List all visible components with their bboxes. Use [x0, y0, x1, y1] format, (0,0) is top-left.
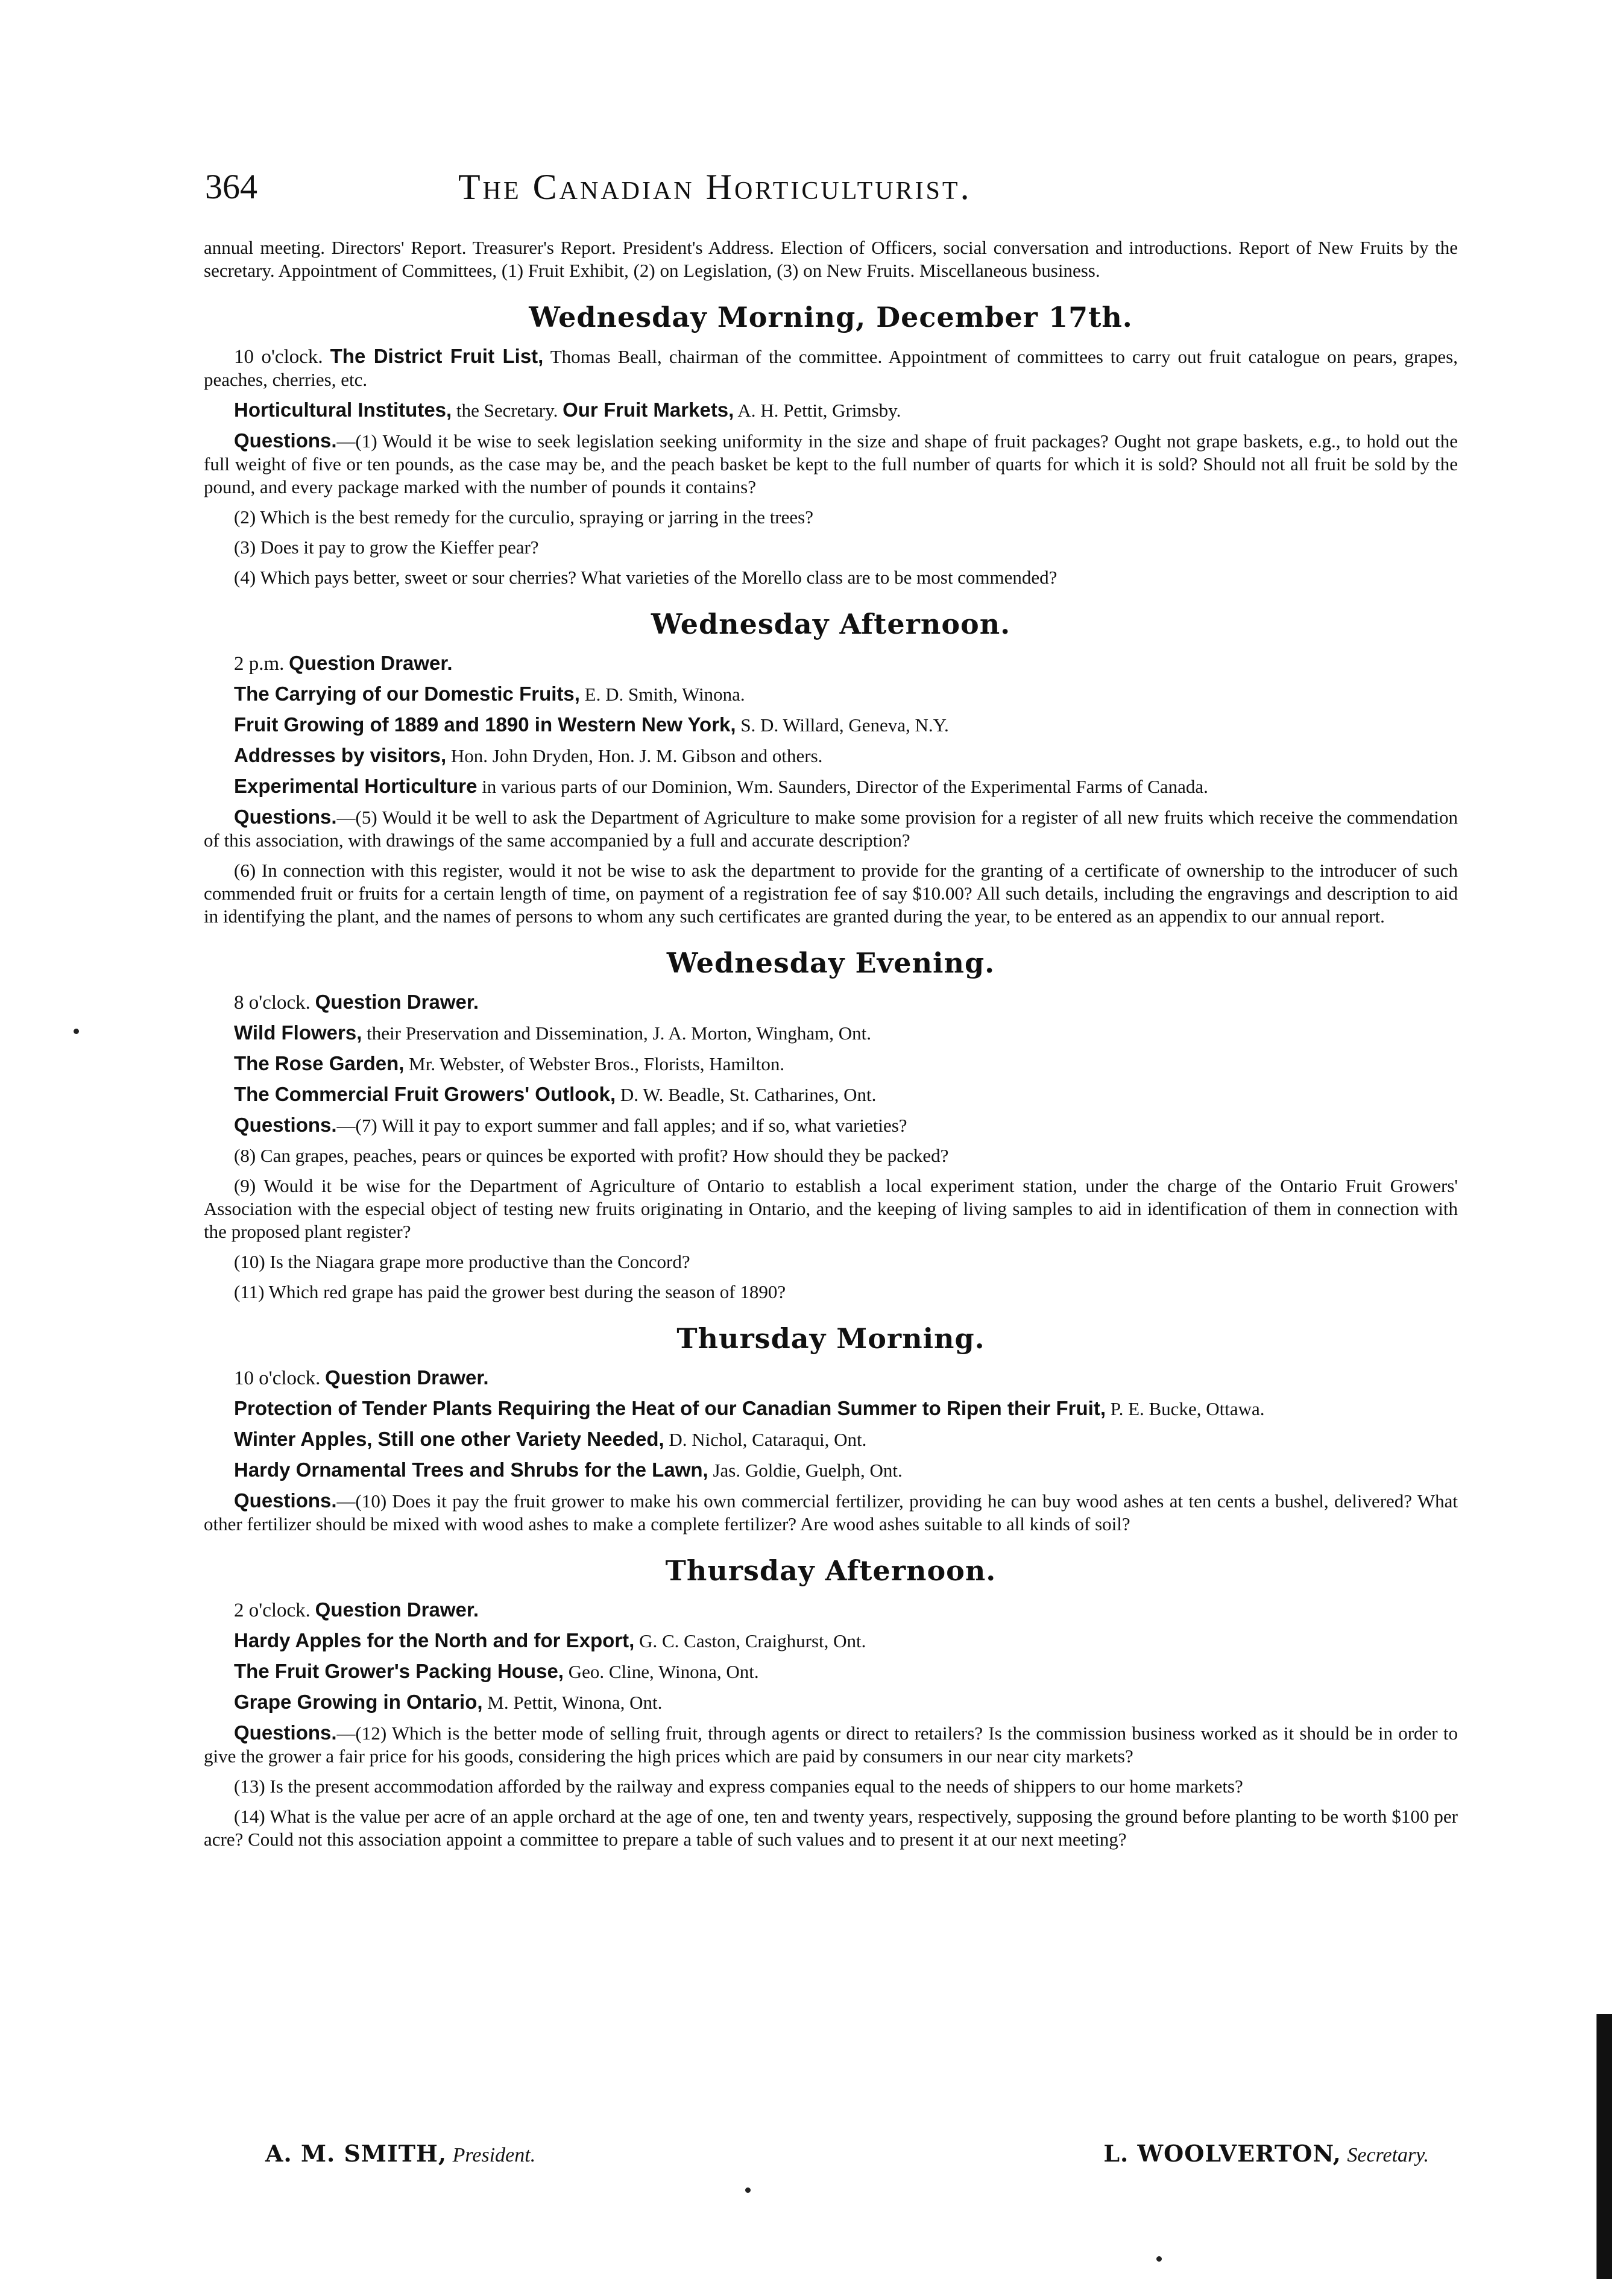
item-text: Thomas Beall, chairman of the committee. Appointment of committees to carry out fruit catalogue on pears, grapes, peaches, cherries, etc. — [204, 346, 1458, 390]
program-item — [204, 1598, 1458, 1622]
item-text: Mr. Webster, of Webster Bros., Florists, Hamilton. — [404, 1053, 785, 1074]
item-text: Hon. John Dryden, Hon. J. M. Gibson and others. — [446, 745, 823, 766]
scan-speck — [74, 1029, 79, 1034]
program-item — [204, 806, 1458, 852]
item-title: Protection of Tender Plants Requiring the Heat of our Canadian Summer to Ripen their Fruit, — [234, 1397, 1106, 1419]
president-name: A. M. SMITH, — [265, 2140, 447, 2167]
program-item — [204, 1366, 1458, 1390]
item-text: D. W. Beadle, St. Catharines, Ont. — [616, 1084, 877, 1105]
page-number: 364 — [205, 167, 257, 206]
program-item — [204, 652, 1458, 675]
item-title: Questions. — [234, 1114, 337, 1136]
item-title: Questions. — [234, 1721, 337, 1744]
item-title: Question Drawer. — [315, 991, 479, 1013]
program-item — [204, 1397, 1458, 1421]
program-item — [204, 345, 1458, 391]
item-title: Fruit Growing of 1889 and 1890 in Western New York, — [234, 713, 736, 736]
time-lead: 2 p.m. — [234, 653, 285, 675]
program-item — [204, 1114, 1458, 1137]
item-title: The Rose Garden, — [234, 1052, 405, 1074]
item-text: (2) Which is the best remedy for the curculio, spraying or jarring in the trees? — [234, 506, 813, 528]
item-text: A. H. Pettit, Grimsby. — [734, 400, 901, 421]
item-text: (3) Does it pay to grow the Kieffer pear? — [234, 537, 539, 558]
program-item — [204, 506, 1458, 529]
program-item — [204, 429, 1458, 499]
item-title: The District Fruit List, — [330, 345, 544, 367]
program-item — [204, 1459, 1458, 1482]
item-text: (13) Is the present accommodation afforded by the railway and express companies equal to the needs of shippers to our home markets? — [234, 1776, 1243, 1797]
program-item — [204, 1281, 1458, 1304]
item-text: Jas. Goldie, Guelph, Ont. — [708, 1460, 903, 1481]
program-item — [204, 683, 1458, 706]
item-title: Questions. — [234, 806, 337, 828]
running-head: The Canadian Horticulturist. — [458, 167, 972, 207]
item-title: The Carrying of our Domestic Fruits, — [234, 683, 580, 705]
item-text: D. Nichol, Cataraqui, Ont. — [664, 1429, 867, 1450]
item-title: Addresses by visitors, — [234, 744, 447, 766]
section-heading: Wednesday Afternoon. — [651, 608, 1011, 640]
item-text: P. E. Bucke, Ottawa. — [1106, 1398, 1265, 1419]
section-heading: Wednesday Morning, December 17th. — [529, 301, 1133, 333]
item-title: The Fruit Grower's Packing House, — [234, 1660, 564, 1682]
program-item — [204, 1052, 1458, 1076]
item-title: Questions. — [234, 1489, 337, 1512]
program-item — [204, 775, 1458, 798]
program-item — [204, 1021, 1458, 1045]
signature-president — [265, 2136, 535, 2174]
item-text: E. D. Smith, Winona. — [579, 684, 745, 705]
item-text: (11) Which red grape has paid the grower best during the season of 1890? — [234, 1281, 786, 1302]
program-item — [204, 1250, 1458, 1273]
program-item — [204, 991, 1458, 1014]
item-text: the Secretary. — [452, 400, 563, 421]
item-title: The Commercial Fruit Growers' Outlook, — [234, 1083, 616, 1105]
item-text: in various parts of our Dominion, Wm. Saunders, Director of the Experimental Farms of Canada. — [477, 776, 1208, 797]
secretary-title: Secretary. — [1347, 2144, 1429, 2166]
program-item — [204, 1083, 1458, 1106]
item-text: S. D. Willard, Geneva, N.Y. — [736, 714, 949, 736]
item-title: Question Drawer. — [289, 652, 453, 674]
program-item — [204, 1805, 1458, 1851]
program-item — [204, 713, 1458, 737]
secretary-name: L. WOOLVERTON, — [1103, 2140, 1341, 2167]
program-item — [204, 399, 1458, 422]
scan-speck — [1156, 2256, 1162, 2262]
item-text: —(1) Would it be wise to seek legislation seeking uniformity in the size and shape of fruit packages? Ought not grape baskets, e.g., to hold out the full weight of five or ten pounds, as the case may be, and the peach basket be kept to the full number of quarts for which it is sold? Should not all fruit be sold by the pound, and every package marked with the number of pounds it contains? — [204, 430, 1458, 497]
signatures — [265, 2136, 1429, 2172]
program-item — [204, 1691, 1458, 1714]
item-title: Question Drawer. — [315, 1598, 479, 1621]
program-item — [204, 566, 1458, 589]
item-title: Questions. — [234, 429, 337, 452]
item-text: —(7) Will it pay to export summer and fall apples; and if so, what varieties? — [336, 1115, 907, 1136]
document-body — [204, 236, 1458, 1858]
program-item — [204, 1428, 1458, 1451]
item-text: Geo. Cline, Winona, Ont. — [563, 1661, 759, 1682]
item-text: —(12) Which is the better mode of selling fruit, through agents or direct to retailers? Is the commission business worked as it should be in order to give the grower a fair price for his goods, considering the high prices which are paid by consumers in our near city markets? — [204, 1723, 1458, 1767]
item-title: Experimental Horticulture — [234, 775, 478, 797]
item-title: Our Fruit Markets, — [563, 399, 734, 421]
section-heading: Thursday Afternoon. — [665, 1554, 997, 1587]
program-item — [204, 1629, 1458, 1653]
item-text: (9) Would it be wise for the Department of Agriculture of Ontario to establish a local experiment station, under the charge of the Ontario Fruit Growers' Association with the especial object of testing new fruits originating in Ontario, and the keeping of living samples to aid in identification of them in connection with the proposed plant register? — [204, 1175, 1458, 1242]
program-item — [204, 859, 1458, 928]
program-item — [204, 1144, 1458, 1167]
section-heading: Thursday Morning. — [676, 1322, 985, 1355]
item-text: M. Pettit, Winona, Ont. — [482, 1692, 663, 1713]
item-title: Wild Flowers, — [234, 1021, 362, 1044]
item-title: Hardy Ornamental Trees and Shrubs for the Lawn, — [234, 1459, 708, 1481]
item-title: Horticultural Institutes, — [234, 399, 452, 421]
section-heading: Wednesday Evening. — [666, 947, 995, 979]
item-text: (4) Which pays better, sweet or sour cherries? What varieties of the Morello class are to be most commended? — [234, 567, 1058, 588]
program-item — [204, 1175, 1458, 1243]
signature-secretary — [1103, 2136, 1429, 2174]
program-item — [204, 1489, 1458, 1536]
scan-edge-bar — [1597, 2014, 1612, 2279]
item-title: Question Drawer. — [325, 1366, 489, 1389]
intro-paragraph: annual meeting. Directors' Report. Treasurer's Report. President's Address. Election of Officers, social conversation and introductions. Report of New Fruits by the secretary. Appointment of Committees, (1) Fruit Exhibit, (2) on Legislation, (3) on New Fruits. Miscellaneous business. — [204, 237, 1458, 281]
item-text: their Preservation and Dissemination, J. A. Morton, Wingham, Ont. — [362, 1023, 871, 1044]
item-text: G. C. Caston, Craighurst, Ont. — [634, 1630, 866, 1651]
program-item — [204, 536, 1458, 559]
item-text: (8) Can grapes, peaches, pears or quinces be exported with profit? How should they be packed? — [234, 1145, 949, 1166]
item-title: Hardy Apples for the North and for Export, — [234, 1629, 635, 1651]
program-item — [204, 744, 1458, 768]
time-lead: 2 o'clock. — [234, 1600, 310, 1621]
president-title: President. — [452, 2144, 536, 2166]
item-text: (10) Is the Niagara grape more productive than the Concord? — [234, 1251, 690, 1272]
item-text: —(10) Does it pay the fruit grower to make his own commercial fertilizer, providing he can buy wood ashes at ten cents a bushel, delivered? What other fertilizer should be mixed with wood ashes to make a complete fertilizer? Are wood ashes suitable to all kinds of soil? — [204, 1490, 1458, 1534]
scan-speck — [745, 2187, 751, 2193]
item-title: Winter Apples, Still one other Variety Needed, — [234, 1428, 664, 1450]
time-lead: 10 o'clock. — [234, 1367, 321, 1389]
program-item — [204, 1660, 1458, 1683]
item-title: Grape Growing in Ontario, — [234, 1691, 483, 1713]
item-text: (14) What is the value per acre of an apple orchard at the age of one, ten and twenty years, respectively, supposing the ground before planting to be worth $100 per acre? Could not this association appoint a committee to prepare a table of such values and to present it at our next meeting? — [204, 1806, 1458, 1850]
time-lead: 8 o'clock. — [234, 992, 310, 1014]
item-text: (6) In connection with this register, would it not be wise to ask the department to provide for the granting of a certificate of ownership to the introducer of such commended fruit or fruits for a certain length of time, on payment of a registration fee of say $10.00? All such details, including the engravings and description to aid in identifying the plant, and the names of persons to whom any such certificates are granted during the year, to be entered as an appendix to our annual report. — [204, 860, 1458, 927]
program-item — [204, 1721, 1458, 1768]
page-header — [205, 163, 1465, 211]
time-lead: 10 o'clock. — [234, 346, 323, 368]
program-item — [204, 1775, 1458, 1798]
item-text: —(5) Would it be well to ask the Department of Agriculture to make some provision for a register of all new fruits which receive the commendation of this association, with drawings of the same accompanied by a full and accurate description? — [204, 807, 1458, 851]
